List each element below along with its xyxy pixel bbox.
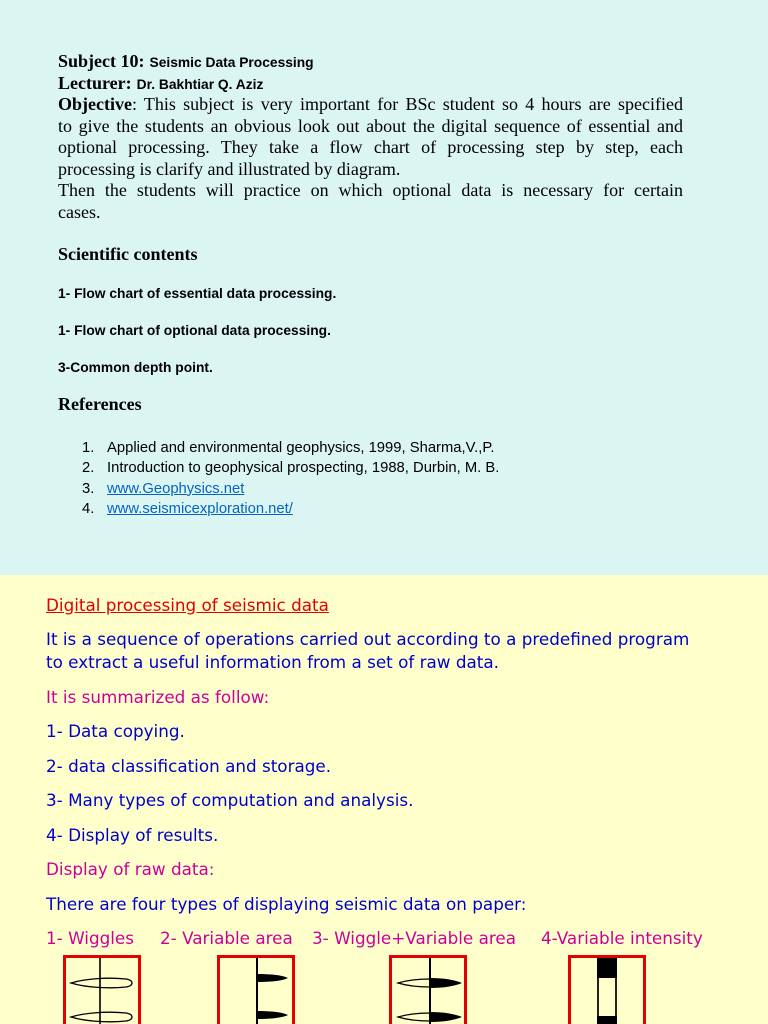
lecturer-line [58, 73, 683, 95]
lecturer-name: Dr. Bakhtiar Q. Aziz [136, 76, 264, 92]
objective-followup-line: Then the students will practice on which optional data is necessary for certain [58, 180, 683, 201]
display-type-label: 2- Variable area [160, 928, 293, 948]
subject-label: Subject 10: [58, 51, 145, 72]
intensity-band-dark [597, 958, 617, 978]
display-type-label: 3- Wiggle+Variable area [312, 928, 517, 948]
slide-content [46, 594, 746, 951]
wiggle-variable-area-trace-icon [392, 958, 464, 1024]
filled-area [257, 974, 288, 982]
wiggles-diagram-box [63, 955, 141, 1024]
display-intro: There are four types of displaying seismic data on paper: [46, 893, 527, 914]
definition-line: It is a sequence of operations carried out according to a predefined program [46, 629, 690, 649]
definition-paragraph [46, 628, 746, 674]
objective-label: Objective [58, 94, 132, 115]
variable-intensity-diagram-box [568, 955, 646, 1024]
reference-text: Applied and environmental geophysics, 1999, Sharma,V.,P. [107, 439, 495, 456]
variable-intensity-trace-icon [571, 958, 643, 1024]
variable-area-trace-icon [220, 958, 292, 1024]
wiggle-outline [398, 1013, 430, 1021]
objective-line: to give the students an obvious look out about the digital sequence of essential and [58, 115, 683, 136]
objective-line: processing is clarify and illustrated by diagram. [58, 158, 401, 179]
intensity-band-dark [597, 1016, 617, 1024]
list-item: 3-Common depth point. [58, 359, 213, 375]
reference-item [82, 438, 499, 458]
reference-link-seismicexploration[interactable]: www.seismicexploration.net/ [107, 500, 293, 517]
scientific-contents-list [58, 275, 336, 386]
references-heading: References [58, 394, 142, 415]
reference-link-geophysics[interactable]: www.Geophysics.net [107, 480, 245, 497]
course-header [58, 51, 683, 223]
objective-line [58, 94, 683, 116]
lecturer-label: Lecturer: [58, 72, 132, 93]
reference-number: 3. [82, 480, 95, 497]
reference-number: 4. [82, 500, 95, 517]
reference-item [82, 499, 499, 519]
variable-area-diagram-box [217, 955, 295, 1024]
filled-area [430, 978, 462, 988]
objective-followup-line: cases. [58, 201, 101, 222]
subject-line [58, 51, 683, 73]
summary-intro: It is summarized as follow: [46, 686, 270, 707]
reference-number: 2. [82, 460, 95, 477]
slide-section [0, 575, 768, 1024]
reference-item [82, 458, 499, 478]
step-item: 2- data classification and storage. [46, 755, 332, 776]
step-item: 3- Many types of computation and analysis. [46, 790, 414, 810]
display-type-label: 4-Variable intensity [541, 928, 703, 948]
reference-text: Introduction to geophysical prospecting, 1988, Durbin, M. B. [107, 460, 500, 477]
filled-area [257, 1011, 288, 1019]
definition-line: to extract a useful information from a set of raw data. [46, 652, 499, 672]
step-item: 4- Display of results. [46, 824, 219, 845]
reference-item [82, 479, 499, 499]
filled-area [430, 1012, 462, 1022]
reference-number: 1. [82, 439, 95, 456]
wiggle-outline [71, 978, 132, 988]
wiggle-outline [71, 1012, 132, 1022]
references-list [82, 438, 499, 520]
list-item: 1- Flow chart of essential data processing. [58, 285, 337, 301]
wiggle-variable-area-diagram-box [389, 955, 467, 1024]
display-types-row [46, 927, 746, 950]
subject-title: Seismic Data Processing [149, 55, 314, 71]
scientific-contents-heading: Scientific contents [58, 244, 198, 265]
objective-line: optional processing. They take a flow chart of processing step by step, each [58, 137, 683, 158]
slide-title: Digital processing of seismic data [46, 594, 329, 615]
raw-display-heading: Display of raw data: [46, 859, 215, 879]
wiggle-outline [398, 979, 430, 987]
wiggle-trace-icon [66, 958, 138, 1024]
step-item: 1- Data copying. [46, 721, 185, 741]
display-type-label: 1- Wiggles [46, 928, 134, 948]
list-item: 1- Flow chart of optional data processing. [58, 322, 331, 338]
objective-text: : This subject is very important for BSc student so 4 hours are specified [131, 94, 683, 115]
